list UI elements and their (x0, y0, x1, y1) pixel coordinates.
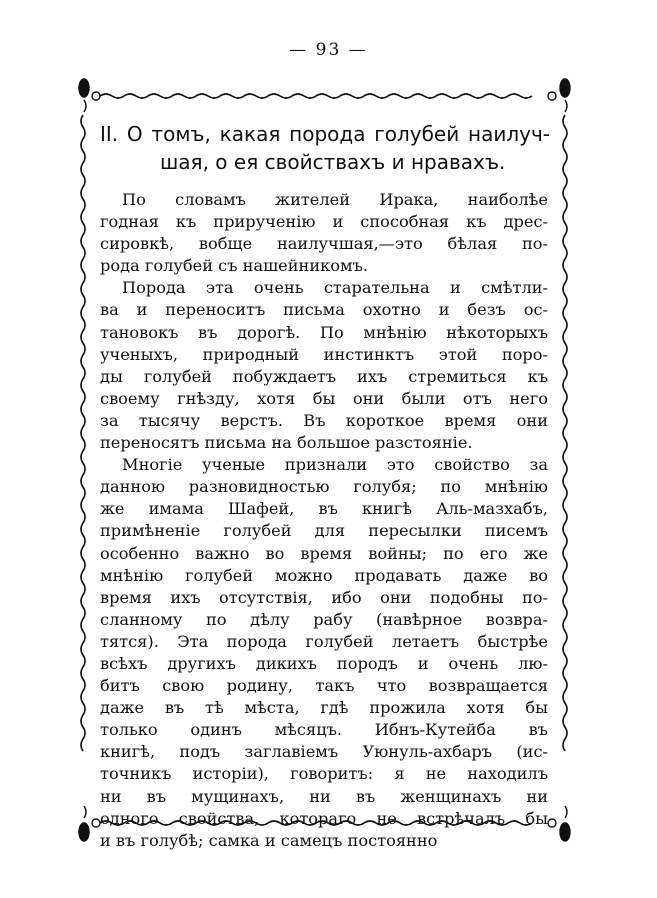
text-line: битъ свою родину, такъ что возвращается (100, 676, 548, 696)
text-line: же имама Шафей, въ книгѣ Аль-мазхабъ, (100, 499, 548, 519)
text-line: мнѣнію голубей можно продавать даже во (100, 565, 548, 585)
text-line: время ихъ отсутствія, ибо они подобны по- (100, 587, 548, 607)
text-line: По словамъ жителей Ирака, наиболѣе (122, 190, 548, 209)
corner-ornament-top-right (548, 79, 570, 112)
text-line: ни въ мущинахъ, ни въ женщинахъ ни (100, 786, 548, 806)
chapter-title-line-2: шая, о ея свойствахъ и нравахъ. (160, 150, 506, 174)
text-line: сланному по дѣлу рабу (навѣрное возвра- (100, 609, 548, 629)
chapter-title-line-1: II. О томъ, какая порода голубей наилуч- (100, 122, 550, 146)
right-border-ornament (563, 115, 567, 751)
text-line: всѣхъ другихъ дикихъ породъ и очень лю- (100, 653, 548, 673)
text-line: переносятъ письма на большое разстояніе. (100, 433, 473, 453)
text-line: Многіе ученые признали это свойство за (122, 455, 548, 475)
text-line: тятся). Эта порода голубей летаетъ быстрѣе (100, 631, 548, 651)
body-text (100, 189, 548, 852)
text-line: и въ голубѣ; самка и самецъ постоянно (100, 830, 438, 850)
page-number: — 93 — (289, 40, 368, 60)
text-line: Порода эта очень старательна и смѣтли- (122, 278, 548, 298)
top-border-ornament (100, 94, 532, 98)
chapter-title (100, 120, 550, 176)
corner-ornament-top-left (79, 79, 100, 112)
text-line: точникъ исторіи), говоритъ: я не находилъ (100, 764, 548, 784)
text-line: тановокъ въ дорогѣ. По мнѣнію нѣкоторыхъ (100, 322, 548, 342)
text-line: одного свойства, котораго не встрѣчалъ бы (100, 808, 548, 828)
text-line: данною разновидностью голубя; по мнѣнію (100, 477, 548, 497)
text-line: своему гнѣзду, хотя бы они были отъ него (100, 388, 548, 408)
text-line: только одинъ мѣсяцъ. Ибнъ-Кутейба въ (100, 720, 548, 740)
text-line: сировкѣ, вобще наилучшая,—это бѣлая по- (100, 234, 548, 254)
text-line: ды голубей побуждаетъ ихъ стремиться къ (100, 366, 548, 386)
text-line: даже въ тѣ мѣста, гдѣ прожила хотя бы (100, 698, 548, 718)
text-line: ва и переноситъ письма охотно и безъ ос- (100, 300, 548, 320)
text-line: книгѣ, подъ заглавіемъ Уюнуль-ахбаръ (ис- (100, 742, 548, 762)
corner-ornament-bottom-right (548, 806, 570, 841)
text-line: примѣненіе голубей для пересылки писемъ (100, 521, 548, 541)
text-line: за тысячу верстъ. Въ короткое время они (100, 410, 548, 430)
corner-ornament-bottom-left (79, 806, 100, 841)
left-border-ornament (81, 115, 85, 751)
text-line: ученыхъ, природный инстинктъ этой поро- (100, 344, 548, 364)
text-line: рода голубей съ нашейникомъ. (100, 256, 369, 276)
text-line: годная къ прирученію и способная къ дрес- (100, 212, 548, 232)
text-line: особенно важно во время войны; по его же (100, 543, 548, 563)
